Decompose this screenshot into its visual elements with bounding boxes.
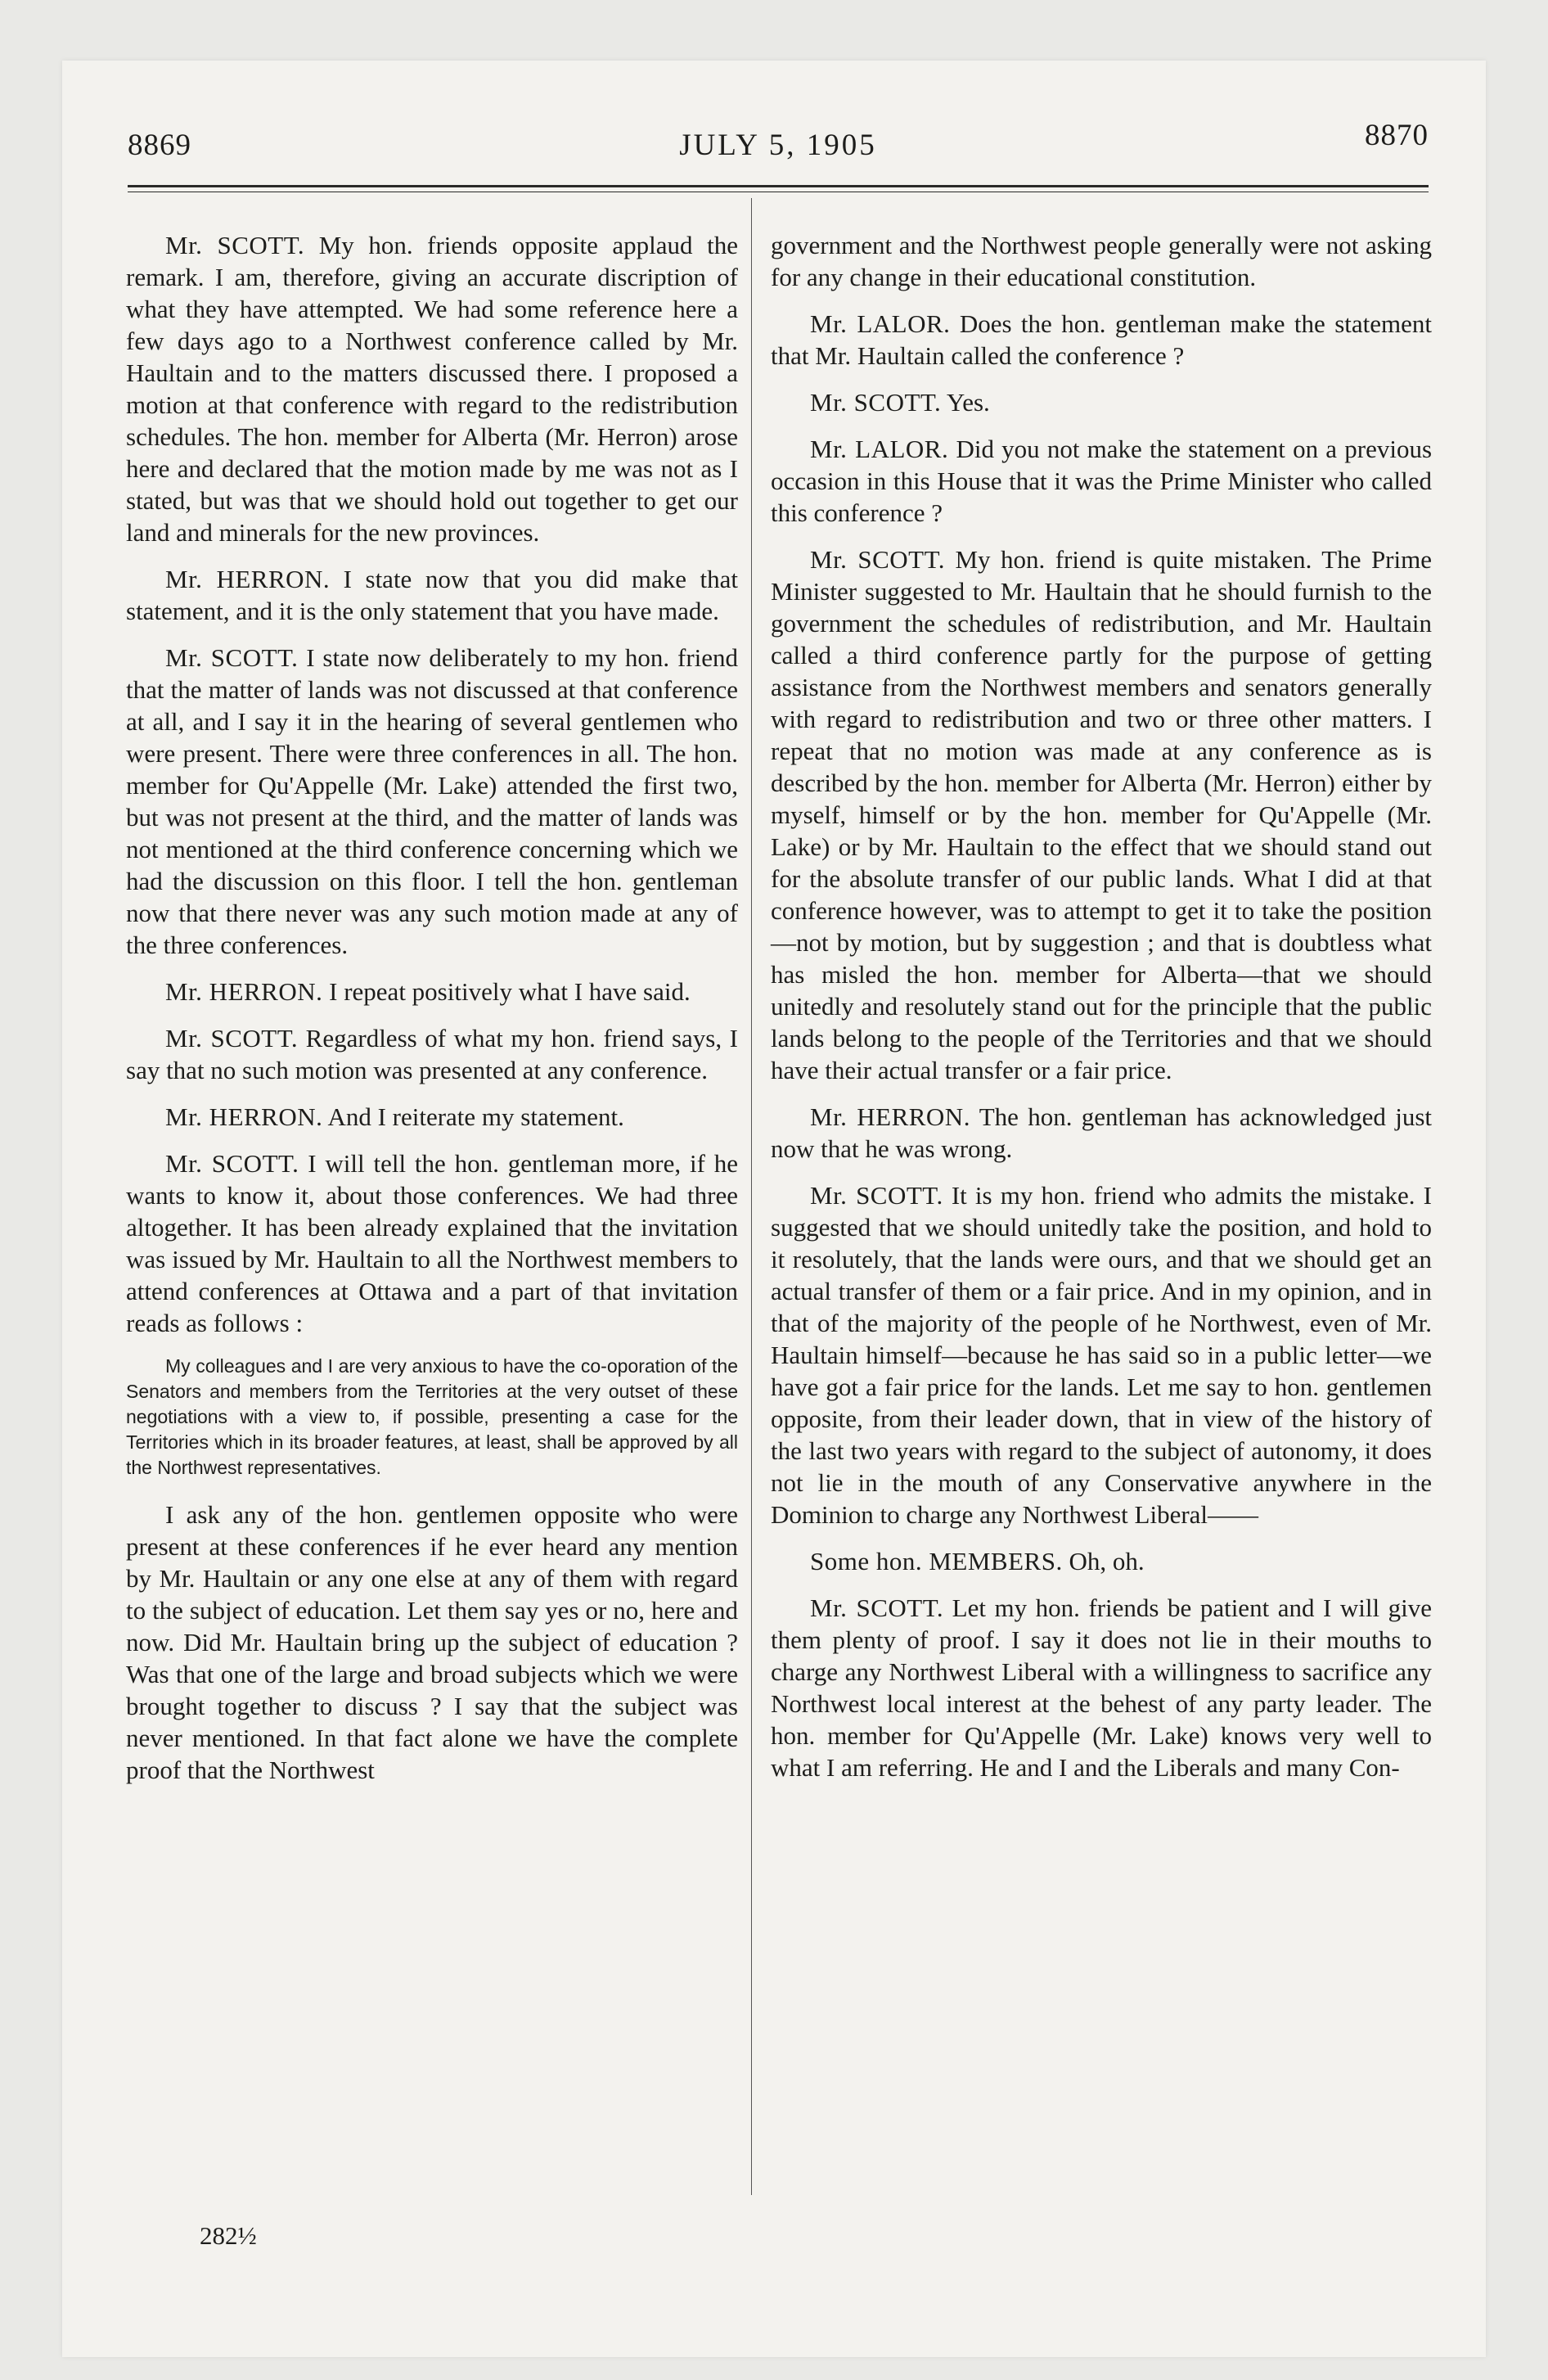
speaker-name: Mr. HERRON. bbox=[810, 1102, 970, 1131]
speech-text: I state now deliberately to my hon. friend that the matter of lands was not discussed at that conference at all, and I say it in the hearing of several gentlemen who were present. There were three conferences in all. The hon. member for Qu'Appelle (Mr. Lake) attended the first two, but was not present at the third, and the matter of lands was not mentioned at the third conference concerning which we had the discussion on this floor. I tell the hon. gentleman now that there never was any such motion made at any of the three conferences. bbox=[126, 643, 739, 959]
speech-paragraph bbox=[771, 308, 1432, 372]
speech-text: Regardless of what my hon. friend says, I say that no such motion was presented at any conference. bbox=[126, 1024, 738, 1084]
column-divider bbox=[751, 198, 752, 2195]
speech-text: My hon. friend is quite mistaken. The Prime Minister suggested to Mr. Haultain that he should furnish to the government the schedules of redistribution, and Mr. Haultain called a third conference partly for the purpose of getting assistance from the Northwest members and senators generally with regard to redistribution and two or three other matters. I repeat that no motion was made at any conference as is described by the hon. member for Alberta (Mr. Herron) either by myself, himself or by the hon. member for Qu'Appelle (Mr. Lake) or by Mr. Haultain to the effect that we should stand out for the absolute transfer of our public lands. What I did at that conference however, was to attempt to get it to take the position—not by motion, but by suggestion ; and that is doubtless what has misled the hon. member for Alberta—that we should unitedly and resolutely stand out for the principle that the public lands belong to the people of the Territories and that we should have their actual transfer or a fair price. bbox=[771, 545, 1432, 1084]
quoted-invitation: My colleagues and I are very anxious to have the co-oporation of the Senators and members from the Territories at the very outset of these negotiations with a view to, if possible, presenting a case for the Territories which in its broader features, at least, shall be approved by all the Northwest representatives. bbox=[126, 1355, 738, 1478]
speaker-name: Mr. LALOR. bbox=[810, 435, 949, 463]
speech-text: My hon. friends opposite applaud the remark. I am, therefore, giving an accurate discription of what they have attempted. We had some reference here a few days ago to a Northwest conference called by Mr. Haultain and to the matters discussed there. I proposed a motion at that conference with regard to the redistribution schedules. The hon. member for Alberta (Mr. Herron) arose here and declared that the motion made by me was not as I stated, but was that we should hold out together to get our land and minerals for the new provinces. bbox=[126, 231, 738, 547]
speech-paragraph bbox=[126, 976, 738, 1007]
right-column bbox=[771, 229, 1432, 1798]
speech-text: And I reiterate my statement. bbox=[327, 1102, 624, 1131]
speech-text: I repeat positively what I have said. bbox=[329, 977, 691, 1006]
page-sheet bbox=[62, 61, 1486, 2357]
speech-paragraph bbox=[126, 642, 738, 961]
speech-paragraph bbox=[771, 543, 1432, 1086]
speaker-name: Mr. SCOTT. bbox=[165, 1024, 299, 1053]
speech-text: I will tell the hon. gentleman more, if he wants to know it, about those conferences. We had three altogether. It has been already explained that the invitation was issued by Mr. Haultain to all the Northwest members to attend conferences at Ottawa and a part of that invitation reads as follows : bbox=[126, 1149, 739, 1337]
speech-text: Did you not make the statement on a previous occasion in this House that it was the Prime Minister who called this conference ? bbox=[771, 435, 1433, 527]
speech-continuation: government and the Northwest people generally were not asking for any change in their educational constitution. bbox=[771, 231, 1432, 291]
speaker-name: Mr. SCOTT. bbox=[810, 1181, 943, 1210]
speech-paragraph bbox=[771, 1179, 1432, 1530]
speech-paragraph bbox=[126, 229, 738, 548]
speech-text: Oh, oh. bbox=[1069, 1547, 1145, 1575]
header-rule-thick bbox=[128, 185, 1429, 187]
speech-paragraph bbox=[771, 433, 1432, 529]
page-number-right: 8870 bbox=[1365, 119, 1429, 152]
speech-text: Yes. bbox=[946, 388, 990, 417]
speech-paragraph bbox=[771, 1545, 1432, 1577]
speech-paragraph bbox=[771, 386, 1432, 418]
page-date: JULY 5, 1905 bbox=[679, 128, 877, 162]
speaker-name: Mr. SCOTT. bbox=[810, 388, 942, 417]
speech-continuation: I ask any of the hon. gentlemen opposite who were present at these conferences if he ever heard any mention by Mr. Haultain or any one else at any of them with regard to the subject of education. Let them say yes or no, here and now. Did Mr. Haultain bring up the subject of education ? Was that one of the large and broad subjects which we were brought together to discuss ? I say that the subject was never mentioned. In that fact alone we have the complete proof that the Northwest bbox=[126, 1500, 738, 1784]
speaker-name: Mr. LALOR. bbox=[810, 309, 951, 338]
speaker-name: Some hon. MEMBERS. bbox=[810, 1547, 1063, 1575]
speaker-name: Mr. SCOTT. bbox=[165, 1149, 299, 1178]
folio-signature: 282½ bbox=[200, 2221, 257, 2250]
speech-text: Does the hon. gentleman make the statement that Mr. Haultain called the conference ? bbox=[771, 309, 1432, 370]
speech-text: I state now that you did make that statement, and it is the only statement that you have made. bbox=[126, 565, 739, 625]
speaker-name: Mr. HERRON. bbox=[165, 977, 323, 1006]
page-number-left: 8869 bbox=[128, 128, 191, 162]
speaker-name: Mr. SCOTT. bbox=[165, 643, 299, 672]
speaker-name: Mr. SCOTT. bbox=[810, 545, 946, 574]
speech-text: The hon. gentleman has acknowledged just now that he was wrong. bbox=[771, 1102, 1432, 1163]
speech-paragraph bbox=[126, 1147, 738, 1339]
left-column bbox=[126, 229, 738, 1801]
speech-paragraph bbox=[126, 563, 738, 627]
speaker-name: Mr. HERRON. bbox=[165, 565, 331, 593]
speaker-name: Mr. HERRON. bbox=[165, 1102, 323, 1131]
speaker-name: Mr. SCOTT. bbox=[810, 1593, 944, 1622]
speaker-name: Mr. SCOTT. bbox=[165, 231, 305, 259]
speech-text: Let my hon. friends be patient and I will give them plenty of proof. I say it does not lie in their mouths to charge any Northwest Liberal with a willingness to sacrifice any Northwest local interest at the behest of any party leader. The hon. member for Qu'Appelle (Mr. Lake) knows very well to what I am referring. He and I and the Liberals and many Con- bbox=[771, 1593, 1432, 1782]
page-header bbox=[128, 118, 1429, 175]
speech-paragraph bbox=[771, 1101, 1432, 1165]
speech-paragraph bbox=[126, 1022, 738, 1086]
speech-text: It is my hon. friend who admits the mistake. I suggested that we should unitedly take the position, and hold to it resolutely, that the lands were ours, and that we should get an actual transfer of them or a fair price. And in my opinion, and in that of the majority of the people of he Northwest, even of Mr. Haultain himself—because he has said so in a public letter—we have got a fair price for the lands. Let me say to hon. gentlemen opposite, from their leader down, that in view of the history of the last two years with regard to the subject of autonomy, it does not lie in the mouth of any Conservative anywhere in the Dominion to charge any Northwest Liberal—— bbox=[771, 1181, 1432, 1529]
speech-paragraph bbox=[126, 1101, 738, 1133]
speech-paragraph bbox=[771, 1592, 1432, 1783]
